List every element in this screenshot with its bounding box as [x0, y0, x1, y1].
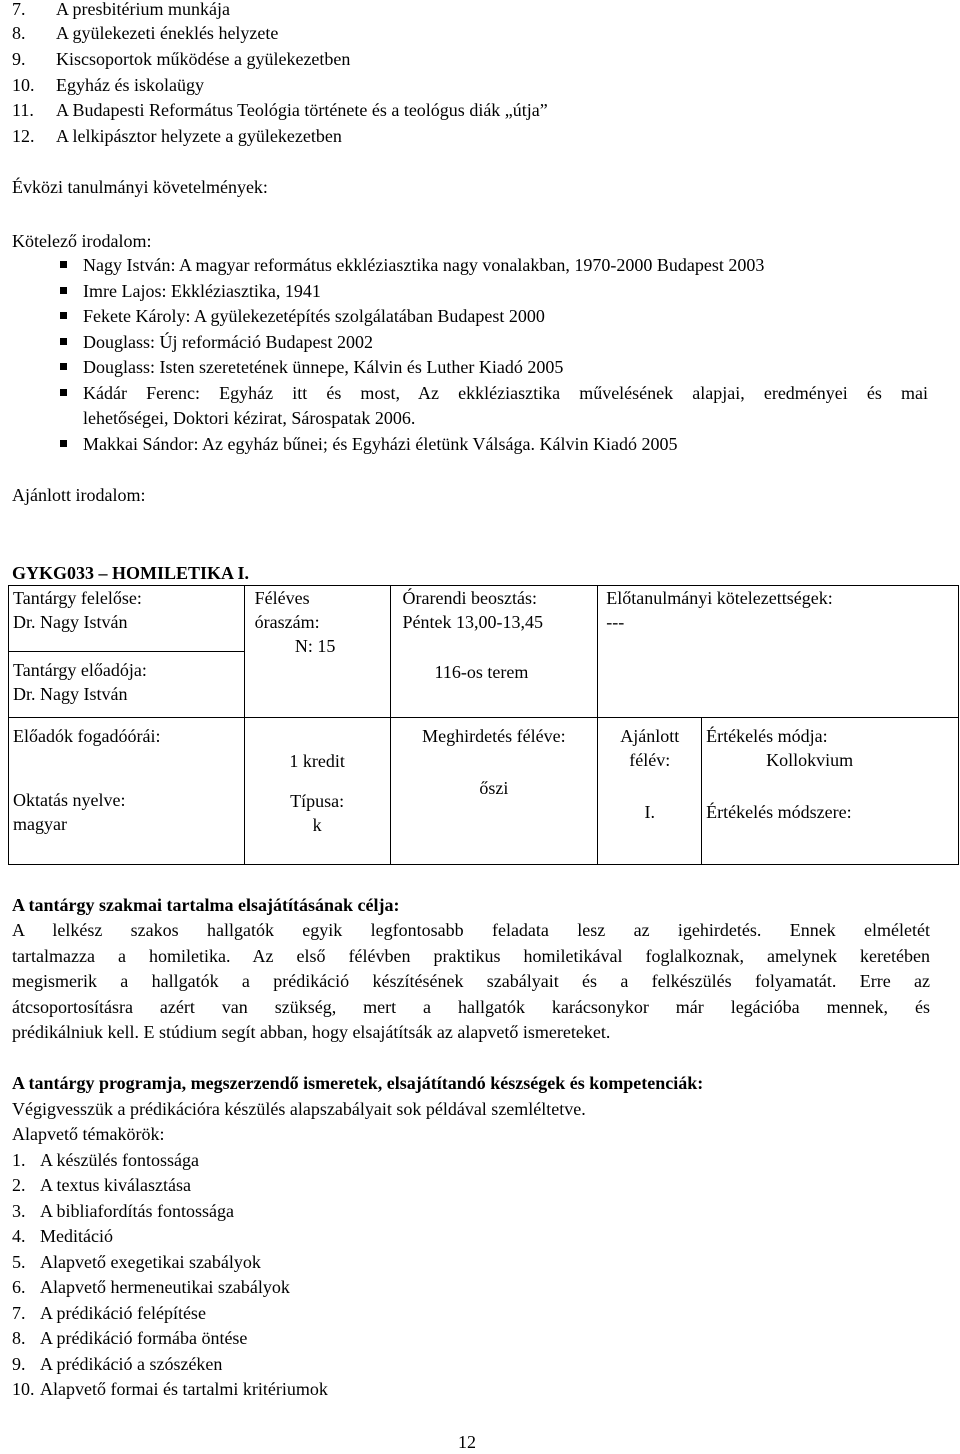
- eloado-value: Dr. Nagy István: [13, 684, 128, 704]
- list-item: 8. A prédikáció formába öntése: [12, 1328, 248, 1348]
- elotanulmanyi-value: ---: [606, 612, 625, 632]
- elotanulmanyi-label: Előtanulmányi kötelezettségek:: [606, 588, 833, 608]
- list-item: 12. A lelkipásztor helyzete a gyülekezetben: [12, 126, 342, 146]
- meghirdetes-label: Meghirdetés féléve:: [422, 726, 566, 746]
- list-item: 9. A prédikáció a szószéken: [12, 1354, 223, 1374]
- list-item: Kádár Ferenc: Egyház itt és most, Az ekkléziasztika művelésének alapjai, eredményei és mai: [83, 383, 928, 403]
- list-item: 10. Alapvető formai és tartalmi kritériumok: [12, 1379, 328, 1399]
- eloado-label: Tantárgy előadója:: [13, 660, 147, 680]
- list-item: Nagy István: A magyar református ekkléziasztika nagy vonalakban, 1970-2000 Budapest 2003: [83, 255, 765, 275]
- oraszam-label: óraszám:: [254, 612, 320, 632]
- tipus-label: Típusa:: [290, 791, 345, 811]
- list-item: 7. A presbitérium munkája: [12, 0, 230, 19]
- ertekeles-cell: [702, 718, 959, 865]
- list-item: Douglass: Új reformáció Budapest 2002: [83, 332, 373, 352]
- ertekeles-modja-value: Kollokvium: [766, 750, 854, 770]
- course-info-table: [8, 585, 959, 865]
- felev-label: félév:: [629, 750, 671, 770]
- course-title: GYKG033 – HOMILETIKA I.: [12, 563, 250, 583]
- eloado-cell: [9, 652, 245, 718]
- list-item: Imre Lajos: Ekkléziasztika, 1941: [83, 281, 321, 301]
- feleves-value: N: 15: [294, 636, 336, 656]
- bullet-icon: [60, 287, 67, 294]
- ajanlott-felev-value: I.: [644, 802, 655, 822]
- tipus-value: k: [312, 815, 322, 835]
- program-intro: Végigvesszük a prédikációra készülés alapszabályait sok példával szemléltetve.: [12, 1099, 586, 1119]
- nyelv-label: Oktatás nyelve:: [13, 790, 126, 810]
- bullet-icon: [60, 312, 67, 319]
- kredit-tipus-cell: [244, 718, 390, 865]
- orarendi-label: Órarendi beosztás:: [402, 588, 537, 608]
- bullet-icon: [60, 338, 67, 345]
- temakorok-label: Alapvető témakörök:: [12, 1124, 165, 1144]
- list-item: 11. A Budapesti Református Teológia története és a teológus diák „útja”: [12, 100, 548, 120]
- cel-line: megismerik a hallgatók a prédikáció készítésének szabályait és a felkészülés folyamatát. Erre az: [12, 971, 930, 991]
- program-heading: A tantárgy programja, megszerzendő ismeretek, elsajátítandó készségek és kompetenciák:: [12, 1073, 704, 1093]
- fogado-nyelv-cell: [9, 718, 245, 865]
- ajanlott-felev-cell: [598, 718, 702, 865]
- list-item-continuation: lehetőségei, Doktori kézirat, Sárospatak 2006.: [83, 408, 416, 428]
- list-item: 2. A textus kiválasztása: [12, 1175, 191, 1195]
- list-item: 6. Alapvető hermeneutikai szabályok: [12, 1277, 290, 1297]
- bullet-icon: [60, 440, 67, 447]
- bullet-icon: [60, 363, 67, 370]
- kotelezo-heading: Kötelező irodalom:: [12, 231, 152, 251]
- cel-line: átcsoportosításra azért van szükség, mert a hallgatók karácsonykor már legációba mennek, és: [12, 997, 930, 1017]
- ertekeles-modja-label: Értékelés módja:: [706, 726, 828, 746]
- cel-line: tartalmazza a homiletika. Az első félévben praktikus homiletikával foglalkoznak, amelynek keretében: [12, 946, 930, 966]
- ajanlott-felev-label: Ajánlott: [620, 726, 680, 746]
- ertekeles-modszere-label: Értékelés módszere:: [706, 802, 852, 822]
- felelos-label: Tantárgy felelőse:: [13, 588, 142, 608]
- orarendi-cell: [390, 586, 598, 718]
- meghirdetes-cell: [390, 718, 598, 865]
- orarendi-room: 116-os terem: [434, 662, 529, 682]
- bullet-icon: [60, 261, 67, 268]
- ajanlott-heading: Ajánlott irodalom:: [12, 485, 146, 505]
- elotanulmanyi-cell: [598, 586, 959, 718]
- page-number: 12: [458, 1432, 476, 1452]
- list-item: 3. A bibliafordítás fontossága: [12, 1201, 234, 1221]
- cel-line: prédikálniuk kell. E stúdium segít abban, hogy elsajátítsák az alapvető ismereteket.: [12, 1022, 611, 1042]
- meghirdetes-value: őszi: [479, 778, 509, 798]
- kredit-value: 1 kredit: [289, 751, 345, 771]
- orarendi-time: Péntek 13,00-13,45: [402, 612, 543, 632]
- list-item: 4. Meditáció: [12, 1226, 113, 1246]
- felelos-value: Dr. Nagy István: [13, 612, 128, 632]
- nyelv-value: magyar: [13, 814, 67, 834]
- list-item: Makkai Sándor: Az egyház bűnei; és Egyházi életünk Válsága. Kálvin Kiadó 2005: [83, 434, 678, 454]
- evkozi-heading: Évközi tanulmányi követelmények:: [12, 177, 268, 197]
- list-item: Douglass: Isten szeretetének ünnepe, Kálvin és Luther Kiadó 2005: [83, 357, 564, 377]
- list-item: 1. A készülés fontossága: [12, 1150, 199, 1170]
- feleves-cell: [244, 586, 390, 718]
- cel-heading: A tantárgy szakmai tartalma elsajátításának célja:: [12, 895, 400, 915]
- list-item: 7. A prédikáció felépítése: [12, 1303, 206, 1323]
- list-item: 10. Egyház és iskolaügy: [12, 75, 204, 95]
- list-item: 8. A gyülekezeti éneklés helyzete: [12, 23, 279, 43]
- cel-line: A lelkész szakos hallgatók egyik legfontosabb feladata lesz az igehirdetés. Ennek elméletét: [12, 920, 930, 940]
- felelos-cell: [9, 586, 245, 652]
- fogado-label: Előadók fogadóórái:: [13, 726, 161, 746]
- bullet-icon: [60, 389, 67, 396]
- list-item: 9. Kiscsoportok működése a gyülekezetben: [12, 49, 351, 69]
- list-item: Fekete Károly: A gyülekezetépítés szolgálatában Budapest 2000: [83, 306, 545, 326]
- list-item: 5. Alapvető exegetikai szabályok: [12, 1252, 261, 1272]
- feleves-label: Féléves: [254, 588, 310, 608]
